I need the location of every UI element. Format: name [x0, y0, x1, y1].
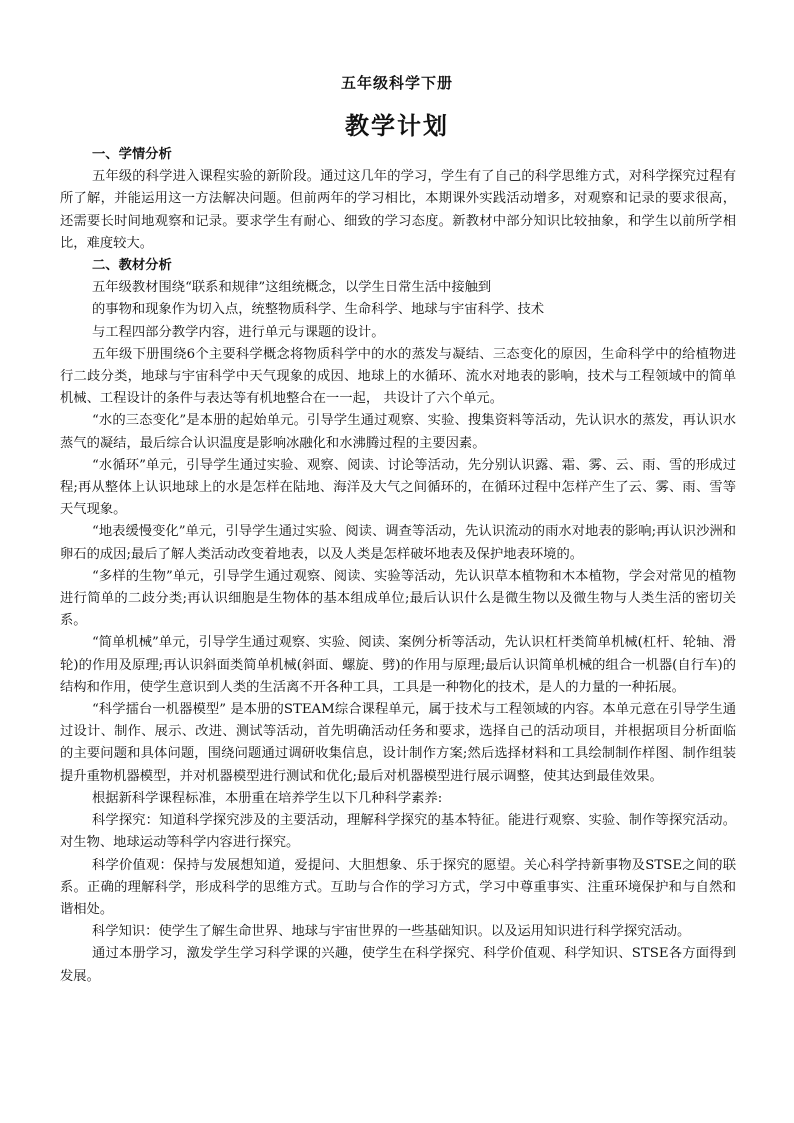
document-body — [60, 144, 736, 988]
paragraph: 五年级的科学进入课程实验的新阶段。通过这几年的学习，学生有了自己的科学思维方式，对科学探究过程有所了解，并能运用这一方法解决问题。但前两年的学习相比，本期课外实践活动增多，对观察和记录的要求很高，还需要长时间地观察和记录。要求学生有耐心、细致的学习态度。新教材中部分知识比较抽象，和学生以前所学相比，难度较大。 — [60, 169, 736, 251]
text-line: 五年级教材围绕“联系和规律”这组统概念，以学生日常生活中接触到 — [92, 280, 492, 296]
section-heading-student-analysis: 一、学情分析 — [92, 147, 172, 162]
document-title: 教学计划 — [345, 112, 449, 140]
paragraph: 根据新科学课程标准，本册重在培养学生以下几种科学素养: — [92, 790, 443, 806]
paragraph: 通过本册学习，激发学生学习科学课的兴趣，使学生在科学探究、科学价值观、科学知识、STSE各方面得到发展。 — [60, 946, 736, 984]
section-heading-textbook-analysis: 二、教材分析 — [92, 258, 172, 274]
text-line: 与工程四部分教学内容，进行单元与课题的设计。 — [92, 324, 385, 340]
paragraph: 五年级下册围绕6个主要科学概念将物质科学中的水的蒸发与凝结、三态变化的原因，生命科学中的给植物进行二歧分类，地球与宇宙科学中天气现象的成因、地球上的水循环、流水对地表的影响，技术与工程领域中的简单机械、工程设计的条件与表达等有机地整合在一一起， 共设计了六个单元。 — [60, 346, 736, 407]
text-line: 的事物和现象作为切入点，统整物质科学、生命科学、地球与宇宙科学、技术 — [92, 302, 545, 318]
paragraph: “水的三态变化”是本册的起始单元。引导学生通过观察、实验、搜集资料等活动，先认识水的蒸发，再认识水蒸气的凝结，最后综合认识温度是影响冰融化和水沸腾过程的主要因素。 — [60, 413, 736, 451]
document-subtitle: 五年级科学下册 — [340, 74, 453, 92]
paragraph: “简单机械”单元，引导学生通过观察、实验、阅读、案例分析等活动，先认识杠杆类简单机械(杠杆、轮轴、滑轮)的作用及原理;再认识斜面类简单机械(斜面、螺旋、劈)的作用与原理;最后认识简单机械的组合一机器(自行车)的结构和作用，使学生意识到人类的生活离不开各种工具，工具是一种物化的技术，是人的力量的一种拓展。 — [60, 635, 736, 695]
paragraph: 科学探究：知道科学探究涉及的主要活动，理解科学探究的基本特征。能进行观察、实验、制作等探究活动。对生物、地球运动等科学内容进行探究。 — [60, 813, 736, 851]
paragraph: 科学价值观：保持与发展想知道，爱提问、大胆想象、乐于探究的愿望。关心科学持新事物及STSE之间的联系。正确的理解科学，形成科学的思维方式。互助与合作的学习方式，学习中尊重事实、注重环境保护和与自然和谐相处。 — [60, 857, 736, 917]
paragraph: “科学擂台一机器模型” 是本册的STEAM综合课程单元，属于技术与工程领域的内容。本单元意在引导学生通过设计、制作、展示、改进、测试等活动，首先明确活动任务和要求，选择自己的活动项目，并根据项目分析面临的主要问题和具体问题，围绕问题通过调研收集信息，设计制作方案;然后选择材料和工具绘制制作样图、制作组装提升重物机器模型，并对机器模型进行测试和优化;最后对机器模型进行展示调整，使其达到最佳效果。 — [60, 702, 736, 784]
paragraph: “多样的生物”单元，引导学生通过观察、阅读、实验等活动，先认识草本植物和木本植物，学会对常见的植物进行简单的二歧分类;再认识细胞是生物体的基本组成单位;最后认识什么是微生物以及微生物与人类生活的密切关系。 — [60, 568, 736, 629]
paragraph: 科学知识：使学生了解生命世界、地球与宇宙世界的一些基础知识。以及运用知识进行科学探究活动。 — [92, 924, 691, 940]
paragraph: “地表缓慢变化”单元，引导学生通过实验、阅读、调查等活动，先认识流动的雨水对地表的影响;再认识沙洲和卵石的成因;最后了解人类活动改变着地表，以及人类是怎样破坏地表及保护地表环境的。 — [60, 524, 736, 562]
paragraph: “水循环”单元，引导学生通过实验、观察、阅读、讨论等活动，先分别认识露、霜、雾、云、雨、雪的形成过程;再从整体上认识地球上的水是怎样在陆地、海洋及大气之间循环的，在循环过程中怎样产生了云、雾、雨、雪等天气现象。 — [60, 457, 736, 518]
